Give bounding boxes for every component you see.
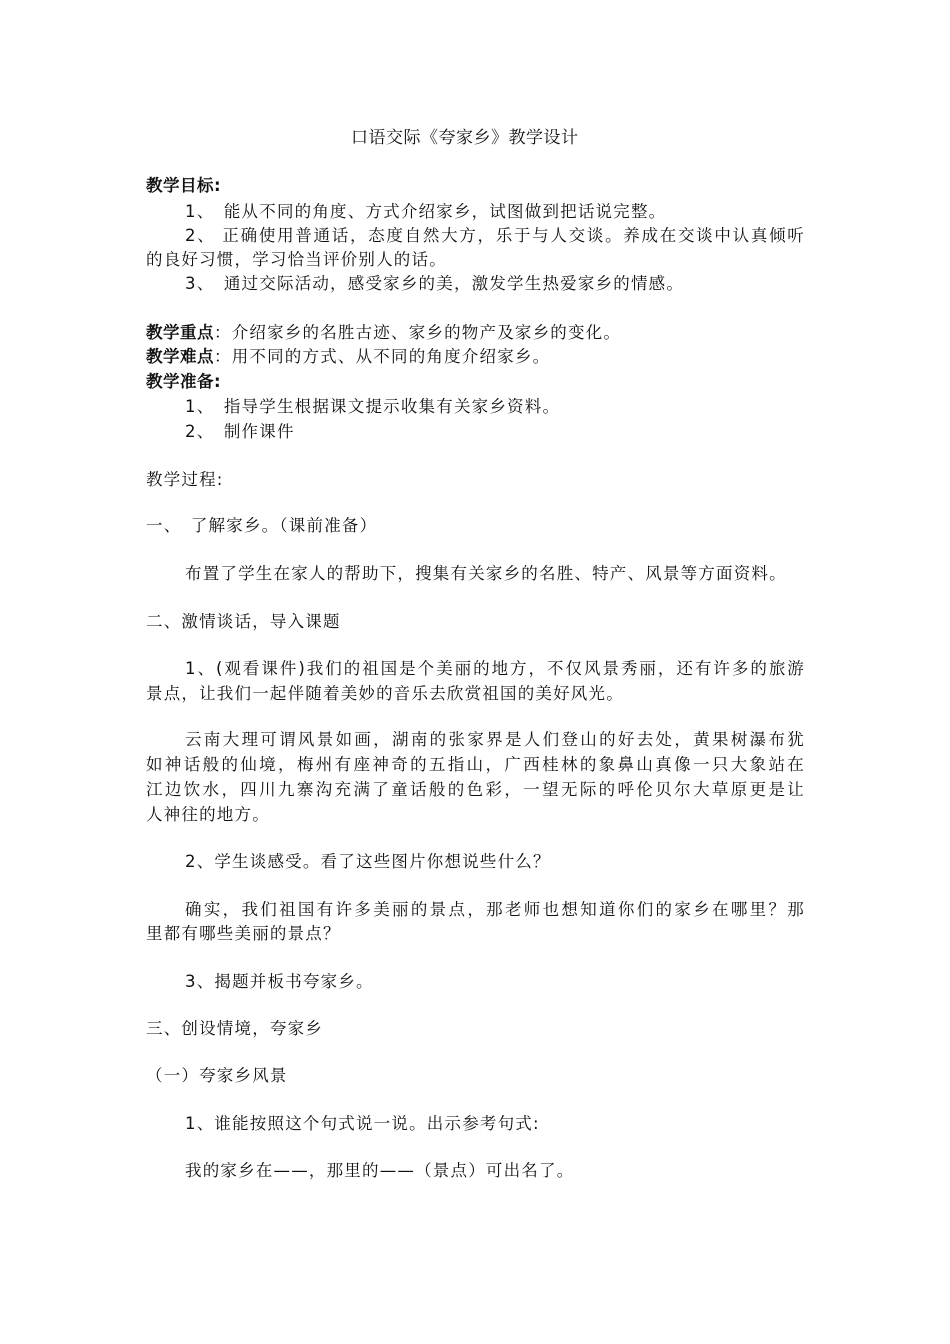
paragraph: 3、揭题并板书夸家乡。 xyxy=(185,972,374,991)
paragraph-line: 确实，我们祖国有许多美丽的景点，那老师也想知道你们的家乡在哪里？那 xyxy=(185,900,805,919)
paragraph-line: 1、(观看课件)我们的祖国是个美丽的地方，不仅风景秀丽，还有许多的旅游 xyxy=(185,659,805,678)
paragraph: 布置了学生在家人的帮助下，搜集有关家乡的名胜、特产、风景等方面资料。 xyxy=(185,564,787,583)
preparation-item: 1、 指导学生根据课文提示收集有关家乡资料。 xyxy=(185,397,561,416)
paragraph-line: 如神话般的仙境，梅州有座神奇的五指山，广西桂林的象鼻山真像一只大象站在 xyxy=(146,755,805,774)
paragraph-line: 里都有哪些美丽的景点？ xyxy=(146,924,341,943)
paragraph: 我的家乡在——，那里的——（景点）可出名了。 xyxy=(185,1161,575,1180)
subsection-heading: （一）夸家乡风景 xyxy=(146,1066,288,1085)
page-title: 口语交际《夸家乡》教学设计 xyxy=(351,128,579,148)
objective-item: 1、 能从不同的角度、方式介绍家乡，试图做到把话说完整。 xyxy=(185,202,667,221)
process-heading: 教学过程: xyxy=(146,470,224,489)
difficulty-text: ：用不同的方式、从不同的角度介绍家乡。 xyxy=(214,347,551,366)
paragraph-line: 景点，让我们一起伴随着美妙的音乐去欣赏祖国的美好风光。 xyxy=(146,684,624,703)
preparation-heading: 教学准备: xyxy=(146,372,222,391)
objective-item-continued: 的良好习惯，学习恰当评价别人的话。 xyxy=(146,250,447,269)
objective-item: 3、 通过交际活动，感受家乡的美，激发学生热爱家乡的情感。 xyxy=(185,274,685,293)
objective-item: 2、 正确使用普通话，态度自然大方，乐于与人交谈。养成在交谈中认真倾听 xyxy=(185,226,805,245)
key-point-label: 教学重点 xyxy=(146,323,214,342)
paragraph: 1、谁能按照这个句式说一说。出示参考句式: xyxy=(185,1114,540,1133)
key-point-text: ：介绍家乡的名胜古迹、家乡的物产及家乡的变化。 xyxy=(214,323,622,342)
preparation-item: 2、 制作课件 xyxy=(185,422,295,441)
objectives-heading: 教学目标: xyxy=(146,176,222,195)
paragraph-line: 江边饮水，四川九寨沟充满了童话般的色彩，一望无际的呼伦贝尔大草原更是让 xyxy=(146,780,805,799)
section-heading: 三、创设情境，夸家乡 xyxy=(146,1019,323,1038)
section-heading: 一、 了解家乡。（课前准备） xyxy=(146,516,378,535)
paragraph-line: 人神往的地方。 xyxy=(146,805,270,824)
difficulty-line xyxy=(146,345,550,369)
paragraph-line: 云南大理可谓风景如画，湖南的张家界是人们登山的好去处，黄果树瀑布犹 xyxy=(185,730,805,749)
section-heading: 二、激情谈话，导入课题 xyxy=(146,612,341,631)
paragraph: 2、学生谈感受。看了这些图片你想说些什么？ xyxy=(185,852,551,871)
key-point-line xyxy=(146,321,621,345)
difficulty-label: 教学难点 xyxy=(146,347,214,366)
